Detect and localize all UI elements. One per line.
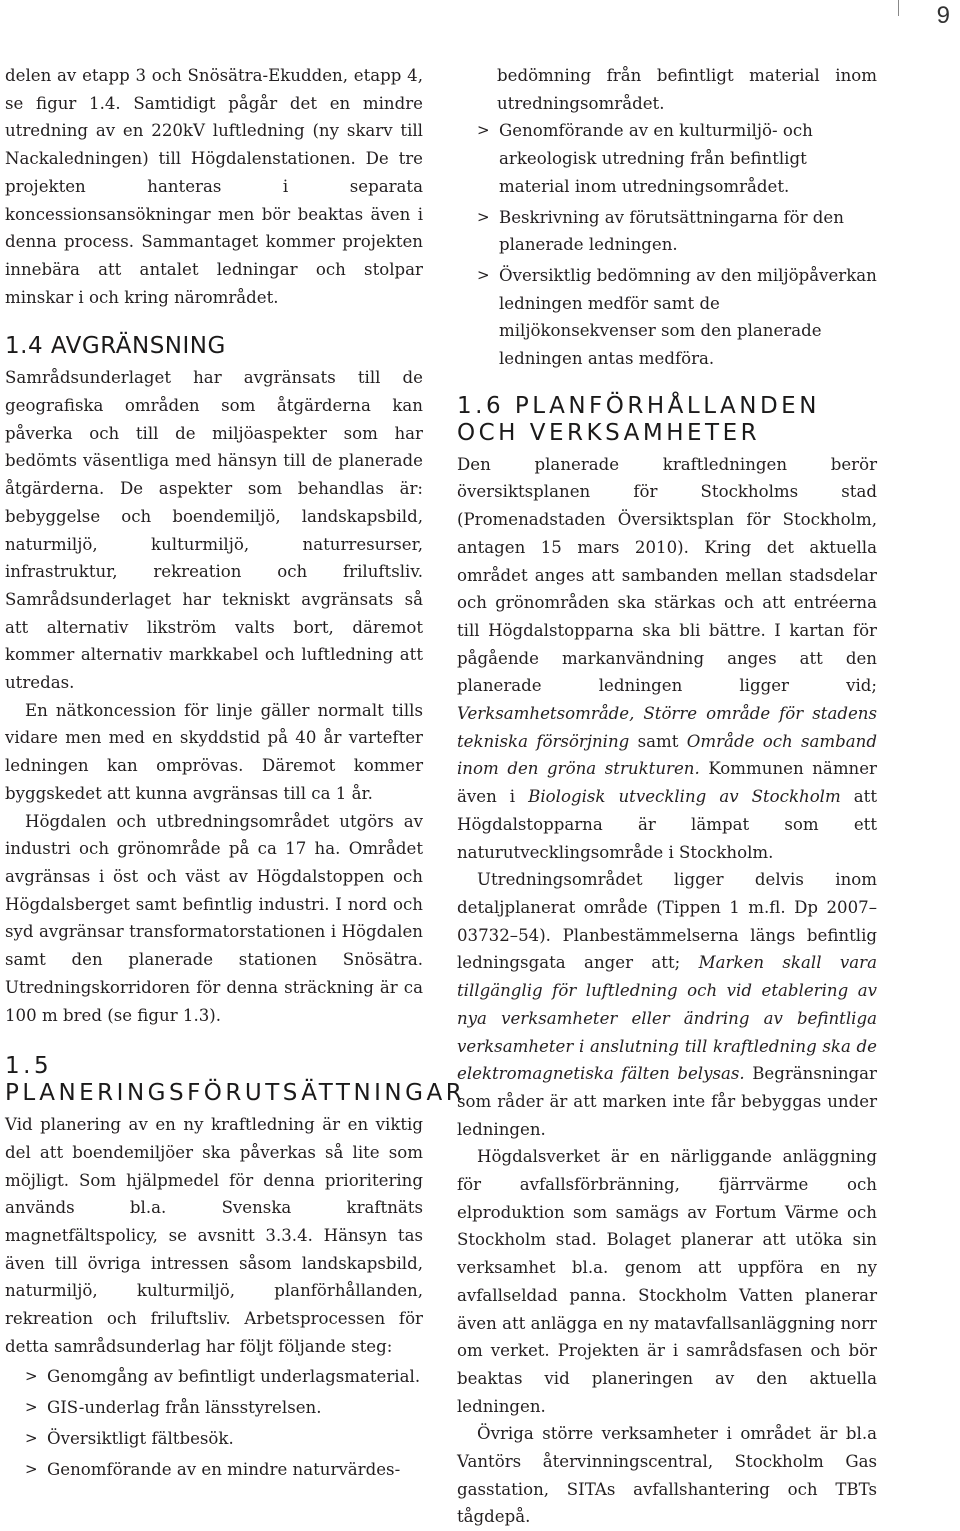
right-column [457,62,877,1531]
list-item: > Översiktligt fältbesök. [25,1423,423,1454]
italic-run: Marken skall vara tillgänglig för luftledning och vid etablering av nya verksamheter eller ändring av befintliga verksamheter i anslutning till kraftledning ska de elektromagnetiska fälten belysas. [457,953,877,1084]
intro-paragraph: delen av etapp 3 och Snösätra-Ekudden, etapp 4, se figur 1.4. Samtidigt pågår det en mindre utredning av en 220kV luftledning (ny skarv till Nackaledningen) till Högdalenstationen. De tre projekten hanteras i separata koncessionsansökningar men bör beaktas även i denna process. Sammantaget kommer projekten innebära att antalet ledningar och stolpar minskar i och kring närområdet. [5,66,423,307]
paragraph-1-6-b [457,866,877,1143]
list-item: > Beskrivning av förutsättningarna för den planerade ledningen. [477,204,877,259]
text-run: att Högdalstopparna är lämpat som ett naturutvecklingsområde i Stockholm. [457,787,877,862]
list-continuation: bedömning från befintligt material inom utredningsområdet. [497,66,877,113]
process-steps-list [5,1361,423,1485]
list-item: > Genomförande av en mindre naturvärdes- [25,1454,423,1485]
italic-run: Verksamhetsområde, Större område för stadens tekniska försörjning [457,704,877,751]
text-run: samt [629,731,687,751]
section-heading-1-5: 1.5 PLANERINGSFÖRUTSÄTTNINGAR [5,1053,466,1107]
paragraph-1-6-c: Högdalsverket är en närliggande anläggning för avfallsförbränning, fjärrvärme och elproduktion som samägs av Fortum Värme och Stockholm stad. Bolaget planerar att utöka sin verksamhet bl.a. genom att uppföra en ny avfallseldad panna. Stockholm Vatten planerar även att anlägga en ny matavfallsanläggning norr om verket. Projekten är i samrådsfasen och bör beaktas vid planeringen av den aktuella ledningen. [457,1147,877,1416]
paragraph-1-5: Vid planering av en ny kraftledning är en viktig del att boendemiljöer ska påverkas så lite som möjligt. Som hjälpmedel för denna prioritering används bl.a. Svenska kraftnäts magnetfältspolicy, se avsnitt 3.3.4. Hänsyn tas även till övriga intressen såsom landskapsbild, naturmiljö, kulturmiljö, planförhållanden, rekreation och friluftsliv. Arbetsprocessen för detta samrådsunderlag har följt följande steg: [5,1115,423,1356]
process-steps-list-continued [457,117,877,372]
paragraph-1-6-d: Övriga större verksamheter i området är bl.a Vantörs återvinningscentral, Stockholm Gas gasstation, SITAs avfallshantering och TBTs tågdepå. [457,1424,877,1527]
list-item: > GIS-underlag från länsstyrelsen. [25,1392,423,1423]
header-rule [898,0,899,16]
left-column [5,62,466,1485]
section-heading-1-4: 1.4 AVGRÄNSNING [5,333,226,360]
list-item: > Genomförande av en kulturmiljö- och arkeologisk utredning från befintligt material inom utredningsområdet. [477,117,877,200]
text-run: Begränsningar som råder är att marken inte får bebyggas under ledningen. [457,1064,877,1139]
text-run: Den planerade kraftledningen berör översiktsplanen för Stockholms stad (Promenadstaden Översiktsplan för Stockholm, antagen 15 mars 2010). Kring det aktuella området anges att sambanden mellan stadsdelar och grönområden ska stärkas och att entréerna till Högdalstopparna ska bli bättre. I kartan för pågående markanvändning anges att den planerade ledningen ligger vid; [457,454,877,696]
paragraph-1-6-a [457,451,877,867]
text-run: Kommunen nämner även i [457,759,877,807]
paragraph-1-4-a: Samrådsunderlaget har avgränsats till de geografiska områden som åtgärderna kan påverka och till de miljöaspekter som har bedömts väsentliga med hänsyn till de planerade åtgärderna. De aspekter som behandlas är: bebyggelse och boendemiljö, landskapsbild, naturmiljö, kulturmiljö, naturresurser, infrastruktur, rekreation och friluftsliv. Samrådsunderlaget har tekniskt avgränsats så att alternativ likström valts bort, däremot kommer alternativ markkabel och luftledning att utredas. [5,368,423,693]
italic-run: Biologisk utveckling av Stockholm [528,787,841,807]
list-item: > Översiktlig bedömning av den miljöpåverkan ledningen medför samt de miljökonsekvenser som den planerade ledningen antas medföra. [477,262,877,373]
italic-run: Område och samband inom den gröna strukturen. [457,731,877,779]
page-number: 9 [936,2,950,29]
paragraph-1-4-b: En nätkoncession för linje gäller normalt tills vidare men med en skyddstid på 40 år vartefter ledningen kan omprövas. Däremot kommer byggskedet att kunna avgränsas till ca 1 år. [5,700,423,803]
paragraph-1-4-c: Högdalen och utbredningsområdet utgörs av industri och grönområde på ca 17 ha. Området avgränsas i öst och väst av Högdalstoppen och Högdalsberget samt befintlig industri. I nord och syd avgränsar transformatorstationen i Högdalen samt den planerade stationen Snösätra. Utredningskorridoren för denna sträckning är ca 100 m bred (se figur 1.3). [5,811,423,1025]
list-item: > Genomgång av befintligt underlagsmaterial. [25,1361,423,1392]
section-heading-1-6: 1.6 PLANFÖRHÅLLANDEN OCH VERKSAMHETER [457,392,820,446]
text-run: Utredningsområdet ligger delvis inom detaljplanerat område (Tippen 1 m.fl. Dp 2007–03732–54). Planbestämmelserna längs befintlig ledningsgata anger att; [457,870,877,973]
